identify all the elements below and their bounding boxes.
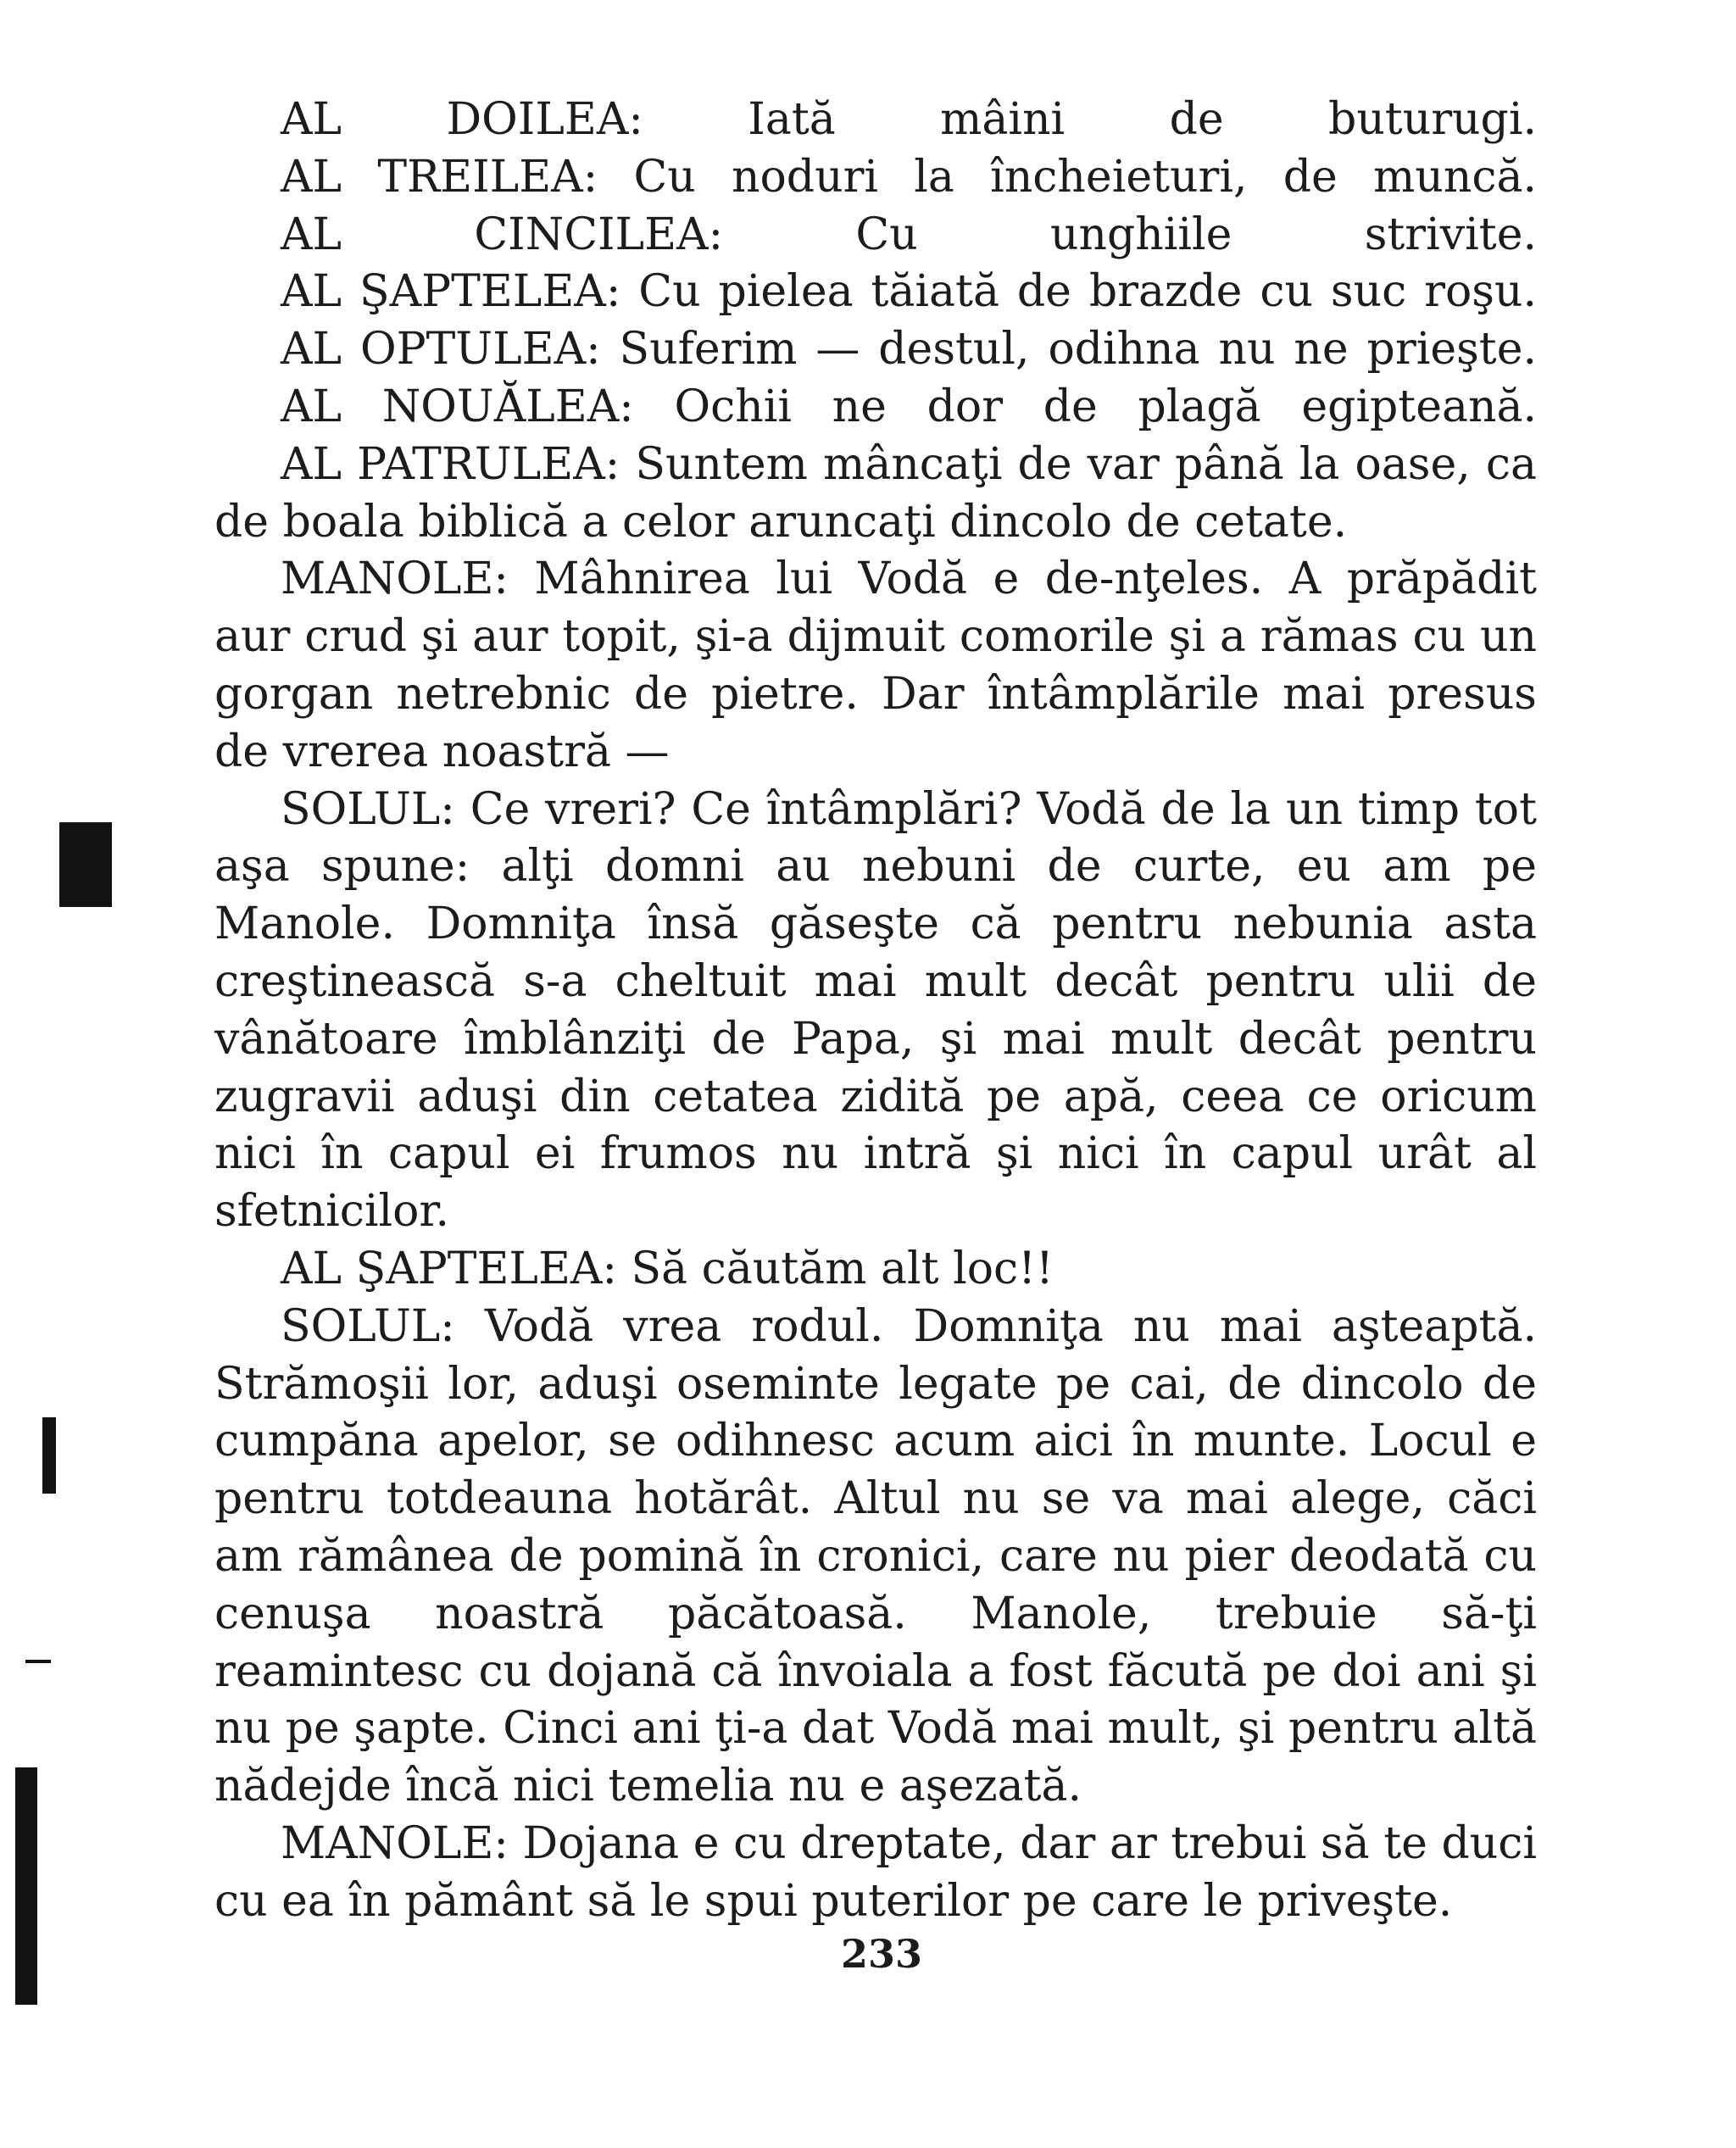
paragraph-solul-2: SOLUL: Vodă vrea rodul. Domniţa nu mai aşteaptă. Strămoşii lor, aduşi oseminte legate pe cai, de dincolo de cumpăna apelor, se odihnesc acum aici în munte. Locul e pentru totdeauna hotărât. Altul nu se va mai alege, căci am rămânea de pomină în cronici, care nu pier deodată cu cenuşa noastră păcătoasă. Manole, trebuie să-ţi reamintesc cu dojană că învoiala a fost făcută pe doi ani şi nu pe şapte. Cinci ani ţi-a dat Vodă mai mult, şi pentru altă nădejde încă nici temelia nu e aşezată.: [214, 1300, 1537, 1812]
scan-artifact: [15, 1767, 37, 2005]
scan-artifact: [59, 822, 112, 907]
scan-artifact: [42, 1417, 56, 1494]
page-number: 233: [840, 1931, 923, 1977]
line-al-optulea: AL OPTULEA: Suferim — destul, odihna nu ne prieşte.: [281, 324, 1537, 376]
line-al-noualea: AL NOUĂLEA: Ochii ne dor de plagă egipteană.: [281, 381, 1537, 432]
paragraph-manole-1: MANOLE: Mâhnirea lui Vodă e de-nţeles. A prăpădit aur crud şi aur topit, şi-a dijmuit comorile şi a rămas cu un gorgan netrebnic de pietre. Dar întâmplările mai presus de vrerea noastră —: [214, 554, 1537, 777]
line-al-cincilea: AL CINCILEA: Cu unghiile strivite.: [281, 209, 1537, 260]
paragraph-al-patrulea: AL PATRULEA: Suntem mâncaţi de var până la oase, ca de boala biblică a celor aruncaţi dincolo de cetate.: [214, 438, 1537, 548]
paragraph-manole-2: MANOLE: Dojana e cu dreptate, dar ar trebui să te duci cu ea în pământ să le spui puterilor pe care le priveşte.: [214, 1817, 1537, 1927]
line-al-doilea: AL DOILEA: Iată mâini de buturugi.: [281, 94, 1537, 145]
page-text: [214, 92, 1537, 1931]
paragraph-solul-1: SOLUL: Ce vreri? Ce întâmplări? Vodă de la un timp tot aşa spune: alţi domni au nebuni de curte, eu am pe Manole. Domniţa însă găseşte că pentru nebunia asta creştinească s-a cheltuit mai mult decât pentru ulii de vânătoare îmblânziţi de Papa, şi mai mult decât pentru zugravii aduşi din cetatea zidită pe apă, ceea ce oricum nici în capul ei frumos nu intră şi nici în capul urât al sfetnicilor.: [214, 783, 1537, 1238]
scan-artifact: [25, 1660, 51, 1663]
line-al-treilea: AL TREILEA: Cu noduri la încheieturi, de muncă.: [281, 151, 1537, 203]
paragraph-al-saptelea: AL ŞAPTELEA: Să căutăm alt loc!!: [281, 1243, 1054, 1294]
line-al-saptelea: AL ŞAPTELEA: Cu pielea tăiată de brazde cu suc roşu.: [281, 266, 1537, 318]
